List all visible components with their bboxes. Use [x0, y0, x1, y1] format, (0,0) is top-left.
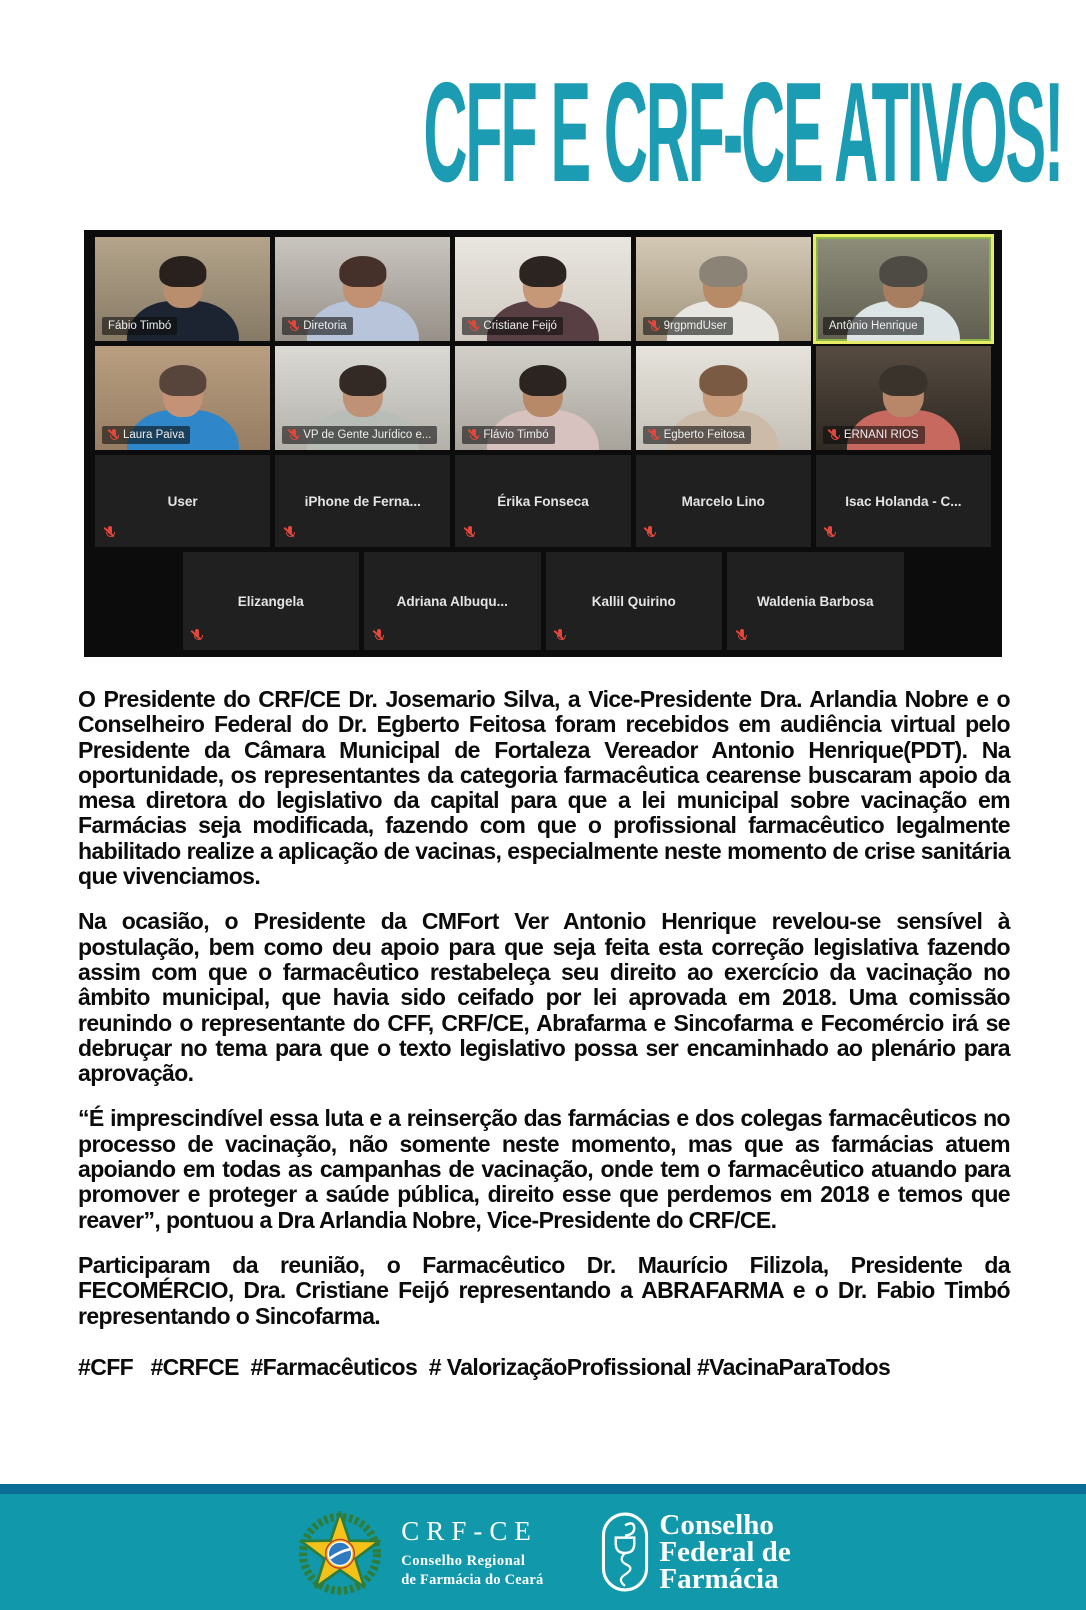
page-title: CFF E CRF-CE ATIVOS!: [423, 53, 1063, 212]
mic-muted-icon: [284, 526, 295, 539]
mic-muted-icon: [736, 629, 747, 642]
participant-tile: [816, 346, 991, 450]
crfce-logo: [295, 1507, 543, 1597]
mic-muted-icon: [288, 429, 299, 442]
mic-muted-icon: [468, 429, 479, 442]
footer-stripe: [0, 1484, 1086, 1494]
participant-name: Laura Paiva: [123, 429, 185, 441]
participant-tile: [816, 455, 991, 547]
participant-name: Érika Fonseca: [497, 493, 589, 509]
participant-tile: [816, 237, 991, 341]
mic-muted-icon: [192, 629, 203, 642]
crfce-coat-of-arms-icon: [295, 1507, 385, 1597]
participant-tile: [636, 346, 811, 450]
participant-name-label: [282, 426, 437, 444]
mic-muted-icon: [829, 429, 840, 442]
mic-muted-icon: [468, 320, 479, 333]
cff-line-2: Federal de: [659, 1535, 791, 1568]
mic-muted-icon: [464, 526, 475, 539]
mic-muted-icon: [555, 629, 566, 642]
participant-tile: [455, 346, 630, 450]
participant-tile: [455, 455, 630, 547]
participant-name-label: [462, 317, 563, 335]
participant-tile: [546, 552, 723, 650]
meeting-grid-row: [183, 552, 904, 650]
participant-tile: [455, 237, 630, 341]
cff-line-3: Farmácia: [659, 1562, 779, 1595]
participant-tile: [95, 237, 270, 341]
cff-logo-text: [659, 1508, 791, 1595]
article-paragraph: Participaram da reunião, o Farmacêutico Dr. Maurício Filizola, Presidente da FECOMÉRCIO, Dra. Cristiane Feijó representando a ABRAFARMA e o Dr. Fabio Timbó representando o Sincofarma.: [78, 1251, 1010, 1329]
participant-tile: [275, 455, 450, 547]
participant-name: 9rgpmdUser: [663, 320, 727, 332]
participant-name-label: [462, 426, 554, 444]
participant-name: VP de Gente Jurídico e...: [303, 429, 432, 441]
article-paragraph: O Presidente do CRF/CE Dr. Josemario Silva, a Vice-Presidente Dra. Arlandia Nobre e o Conselheiro Federal do Dr. Egberto Feitosa foram recebidos em audiência virtual pelo Presidente da Câmara Municipal de Fortaleza Vereador Antonio Henrique(PDT). Na oportunidade, os representantes da categoria farmacêutica cearense buscaram apoio da mesa diretora do legislativo da capital para que a lei municipal sobre vacinação em Farmácias seja modificada, fazendo com que o profissional farmacêutico legalmente habilitado realize a aplicação de vacinas, especialmente neste momento de crise sanitária que vivenciamos.: [78, 686, 1010, 890]
footer-band: [0, 1494, 1086, 1610]
article-body: [78, 687, 1010, 1380]
participant-name-label: [823, 317, 924, 335]
article-paragraph: “É imprescindível essa luta e a reinserção das farmácias e dos colegas farmacêuticos no processo de vacinação, não somente neste momento, mas que as farmácias atuem apoiando em todas as campanhas de vacinação, onde tem o farmacêutico atuando para promover e proteger a saúde pública, direito esse que perdemos em 2018 e temos que reaver”, pontuou a Dra Arlandia Nobre, Vice-Presidente do CRF/CE.: [78, 1105, 1010, 1233]
participant-name: Isac Holanda - C...: [845, 493, 962, 509]
participant-tile: [275, 237, 450, 341]
mic-muted-icon: [649, 429, 660, 442]
participant-tile: [727, 552, 904, 650]
participant-name: Elizangela: [237, 593, 304, 609]
crfce-subtitle-1: Conselho Regional: [401, 1552, 526, 1569]
crfce-logo-text: [401, 1516, 543, 1589]
cff-logo: [601, 1508, 791, 1595]
participant-name-label: [282, 317, 352, 335]
participant-name-label: [102, 317, 177, 335]
participant-tile: [183, 552, 360, 650]
participant-name: iPhone de Ferna...: [304, 493, 421, 509]
participant-name: Adriana Albuqu...: [396, 593, 508, 609]
participant-name: Antônio Henrique: [828, 320, 918, 332]
meeting-grid-row: [95, 346, 991, 450]
participant-name: Kallil Quirino: [591, 593, 676, 609]
mic-muted-icon: [288, 320, 299, 333]
mic-muted-icon: [373, 629, 384, 642]
participant-name: Fábio Timbó: [108, 320, 172, 332]
participant-name-label: [102, 426, 190, 444]
cff-line-1: Conselho: [659, 1508, 774, 1541]
meeting-grid-row: [95, 237, 991, 341]
mic-muted-icon: [649, 320, 660, 333]
footer: [0, 1484, 1086, 1610]
mic-muted-icon: [645, 526, 656, 539]
participant-tile: [636, 237, 811, 341]
participant-tile: [364, 552, 541, 650]
participant-name-label: [643, 317, 733, 335]
crfce-subtitle-2: de Farmácia do Ceará: [401, 1571, 544, 1588]
participant-name: Diretoria: [303, 320, 347, 332]
participant-name: Flávio Timbó: [483, 429, 549, 441]
participant-name: Egberto Feitosa: [663, 429, 745, 441]
zoom-meeting-screenshot: [84, 230, 1002, 657]
participant-tile: [95, 346, 270, 450]
hashtags-line: #CFF #CRFCE #Farmacêuticos # ValorizaçãoProfissional #VacinaParaTodos: [78, 1353, 891, 1380]
cff-emblem-icon: [601, 1512, 649, 1592]
participant-name: Waldenia Barbosa: [756, 593, 874, 609]
participant-name: User: [167, 493, 198, 509]
participant-tile: [95, 455, 270, 547]
crfce-title: CRF-CE: [401, 1515, 538, 1546]
participant-name: Marcelo Lino: [681, 493, 765, 509]
participant-tile: [636, 455, 811, 547]
mic-muted-icon: [825, 526, 836, 539]
article-paragraph: Na ocasião, o Presidente da CMFort Ver Antonio Henrique revelou-se sensível à postulação, bem como deu apoio para que seja feita esta correção legislativa fazendo assim com que o farmacêutico restabeleça seu direito ao exercício da vacinação no âmbito municipal, que havia sido ceifado por lei aprovada em 2018. Uma comissão reunindo o representante do CFF, CRF/CE, Abrafarma e Sincofarma e Fecomércio irá se debruçar no tema para que o texto legislativo possa ser encaminhado ao plenário para aprovação.: [78, 908, 1010, 1087]
participant-name: Cristiane Feijó: [483, 320, 557, 332]
page-title-wrap: [0, 53, 1086, 212]
mic-muted-icon: [108, 429, 119, 442]
mic-muted-icon: [104, 526, 115, 539]
participant-tile: [275, 346, 450, 450]
meeting-grid-row: [95, 455, 991, 547]
participant-name-label: [643, 426, 751, 444]
participant-name-label: [823, 426, 925, 444]
participant-name: ERNANI RIOS: [843, 429, 919, 441]
